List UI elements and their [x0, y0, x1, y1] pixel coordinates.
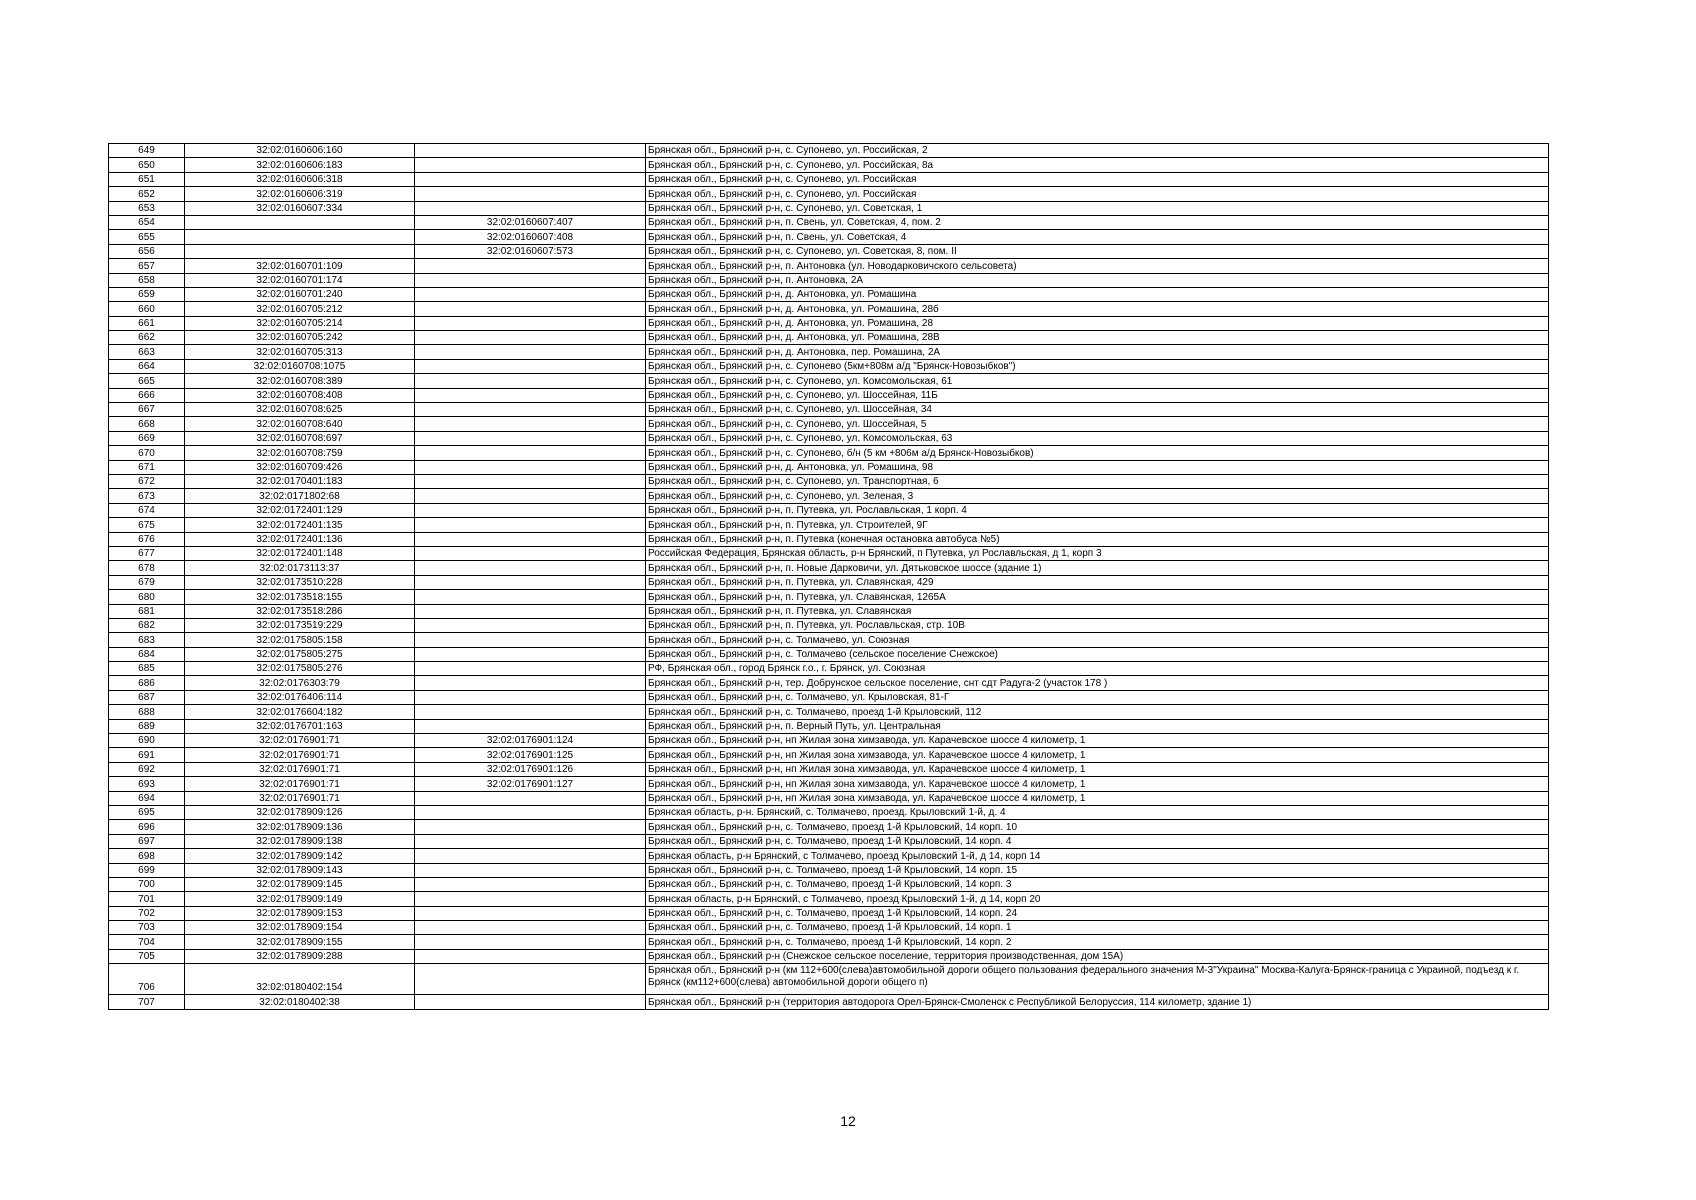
related-cadastral-number-cell	[415, 590, 646, 604]
row-number-cell: 678	[109, 561, 185, 575]
row-number-cell: 657	[109, 259, 185, 273]
address-cell: Российская Федерация, Брянская область, р-н Брянский, п Путевка, ул Рославльская, д 1, корп 3	[646, 546, 1549, 560]
address-cell: Брянская обл., Брянский р-н, тер. Добрунское сельское поселение, снт сдт Радуга-2 (участок 178 )	[646, 676, 1549, 690]
address-cell: Брянская обл., Брянский р-н, с. Толмачево, проезд 1-й Крыловский, 14 корп. 1	[646, 921, 1549, 935]
related-cadastral-number-cell	[415, 503, 646, 517]
related-cadastral-number-cell: 32:02:0160607:407	[415, 215, 646, 229]
related-cadastral-number-cell	[415, 403, 646, 417]
related-cadastral-number-cell	[415, 388, 646, 402]
row-number-cell: 661	[109, 316, 185, 330]
table-row	[109, 259, 1549, 273]
row-number-cell: 700	[109, 877, 185, 891]
table-row	[109, 921, 1549, 935]
cadastral-number-cell: 32:02:0173519:229	[185, 618, 415, 632]
address-cell: Брянская обл., Брянский р-н, с. Супонево, ул. Советская, 8, пом. II	[646, 244, 1549, 258]
address-cell: Брянская обл., Брянский р-н, с. Супонево, б/н (5 км +806м а/д Брянск-Новозыбков)	[646, 446, 1549, 460]
related-cadastral-number-cell	[415, 921, 646, 935]
related-cadastral-number-cell	[415, 489, 646, 503]
table-row	[109, 244, 1549, 258]
address-cell: Брянская обл., Брянский р-н, с. Супонево, ул. Российская	[646, 172, 1549, 186]
related-cadastral-number-cell	[415, 316, 646, 330]
cadastral-number-cell: 32:02:0178909:136	[185, 820, 415, 834]
address-cell: Брянская обл., Брянский р-н, с. Толмачево (сельское поселение Снежское)	[646, 647, 1549, 661]
cadastral-number-cell	[185, 244, 415, 258]
address-cell: Брянская обл., Брянский р-н, с. Супонево (5км+808м а/д "Брянск-Новозыбков")	[646, 359, 1549, 373]
table-row	[109, 590, 1549, 604]
related-cadastral-number-cell	[415, 331, 646, 345]
address-cell: Брянская обл., Брянский р-н, с. Толмачево, проезд 1-й Крыловский, 14 корп. 15	[646, 863, 1549, 877]
table-row	[109, 518, 1549, 532]
address-cell: Брянская обл., Брянский р-н, нп Жилая зона химзавода, ул. Карачевское шоссе 4 километр, 1	[646, 748, 1549, 762]
table-row	[109, 215, 1549, 229]
row-number-cell: 673	[109, 489, 185, 503]
table-row	[109, 388, 1549, 402]
table-row	[109, 359, 1549, 373]
row-number-cell: 662	[109, 331, 185, 345]
row-number-cell: 658	[109, 273, 185, 287]
table-row	[109, 734, 1549, 748]
related-cadastral-number-cell	[415, 647, 646, 661]
address-cell: Брянская обл., Брянский р-н, нп Жилая зона химзавода, ул. Карачевское шоссе 4 километр, 1	[646, 777, 1549, 791]
row-number-cell: 660	[109, 302, 185, 316]
cadastral-number-cell: 32:02:0160606:319	[185, 187, 415, 201]
related-cadastral-number-cell	[415, 474, 646, 488]
related-cadastral-number-cell	[415, 964, 646, 995]
row-number-cell: 707	[109, 995, 185, 1009]
address-cell: Брянская обл., Брянский р-н, п. Путевка, ул. Рославльская, стр. 10В	[646, 618, 1549, 632]
address-cell: Брянская обл., Брянский р-н, п. Путевка, ул. Рославльская, 1 корп. 4	[646, 503, 1549, 517]
table-row	[109, 964, 1549, 995]
row-number-cell: 706	[109, 964, 185, 995]
related-cadastral-number-cell	[415, 187, 646, 201]
cadastral-number-cell: 32:02:0173510:228	[185, 575, 415, 589]
cadastral-number-cell: 32:02:0178909:143	[185, 863, 415, 877]
table-row	[109, 316, 1549, 330]
address-cell: Брянская обл., Брянский р-н, д. Антоновка, ул. Ромашина, 28В	[646, 331, 1549, 345]
address-cell: Брянская обл., Брянский р-н, с. Толмачево, проезд 1-й Крыловский, 14 корп. 3	[646, 877, 1549, 891]
row-number-cell: 696	[109, 820, 185, 834]
row-number-cell: 683	[109, 633, 185, 647]
address-cell: Брянская обл., Брянский р-н (территория автодорога Орел-Брянск-Смоленск с Республикой Белоруссия, 114 километр, здание 1)	[646, 995, 1549, 1009]
cadastral-number-cell: 32:02:0172401:136	[185, 532, 415, 546]
address-cell: Брянская обл., Брянский р-н, с. Супонево, ул. Шоссейная, 5	[646, 417, 1549, 431]
related-cadastral-number-cell	[415, 273, 646, 287]
table-row	[109, 158, 1549, 172]
row-number-cell: 656	[109, 244, 185, 258]
table-row	[109, 201, 1549, 215]
registry-table-body	[109, 144, 1549, 1010]
address-cell: Брянская обл., Брянский р-н, с. Супонево, ул. Транспортная, 6	[646, 474, 1549, 488]
table-row	[109, 604, 1549, 618]
table-row	[109, 863, 1549, 877]
row-number-cell: 671	[109, 460, 185, 474]
address-cell: Брянская обл., Брянский р-н, нп Жилая зона химзавода, ул. Карачевское шоссе 4 километр, 1	[646, 762, 1549, 776]
related-cadastral-number-cell	[415, 849, 646, 863]
cadastral-number-cell: 32:02:0176901:71	[185, 777, 415, 791]
table-row	[109, 719, 1549, 733]
row-number-cell: 659	[109, 287, 185, 301]
table-row	[109, 287, 1549, 301]
address-cell: Брянская обл., Брянский р-н, нп Жилая зона химзавода, ул. Карачевское шоссе 4 километр, 1	[646, 791, 1549, 805]
address-cell: Брянская обл., Брянский р-н, нп Жилая зона химзавода, ул. Карачевское шоссе 4 километр, 1	[646, 734, 1549, 748]
cadastral-number-cell: 32:02:0175805:275	[185, 647, 415, 661]
table-row	[109, 273, 1549, 287]
cadastral-number-cell: 32:02:0176303:79	[185, 676, 415, 690]
address-cell: Брянская обл., Брянский р-н, с. Толмачево, проезд 1-й Крыловский, 14 корп. 4	[646, 834, 1549, 848]
related-cadastral-number-cell	[415, 892, 646, 906]
cadastral-number-cell: 32:02:0176901:71	[185, 791, 415, 805]
cadastral-number-cell: 32:02:0160606:318	[185, 172, 415, 186]
cadastral-number-cell: 32:02:0160606:183	[185, 158, 415, 172]
table-row	[109, 647, 1549, 661]
row-number-cell: 689	[109, 719, 185, 733]
related-cadastral-number-cell	[415, 820, 646, 834]
related-cadastral-number-cell	[415, 877, 646, 891]
related-cadastral-number-cell: 32:02:0176901:125	[415, 748, 646, 762]
row-number-cell: 676	[109, 532, 185, 546]
table-row	[109, 791, 1549, 805]
cadastral-number-cell: 32:02:0160705:212	[185, 302, 415, 316]
page-number: 12	[840, 1113, 856, 1129]
table-row	[109, 877, 1549, 891]
row-number-cell: 672	[109, 474, 185, 488]
table-row	[109, 849, 1549, 863]
row-number-cell: 705	[109, 949, 185, 963]
cadastral-number-cell: 32:02:0160708:697	[185, 431, 415, 445]
cadastral-number-cell: 32:02:0176406:114	[185, 690, 415, 704]
cadastral-number-cell: 32:02:0178909:155	[185, 935, 415, 949]
cadastral-number-cell: 32:02:0175805:158	[185, 633, 415, 647]
address-cell: Брянская обл., Брянский р-н, п. Путевка, ул. Славянская	[646, 604, 1549, 618]
registry-table	[108, 143, 1549, 1010]
table-row	[109, 662, 1549, 676]
cadastral-number-cell: 32:02:0173518:155	[185, 590, 415, 604]
row-number-cell: 699	[109, 863, 185, 877]
row-number-cell: 702	[109, 906, 185, 920]
address-cell: Брянская обл., Брянский р-н (км 112+600(слева)автомобильной дороги общего пользования федерального значения М-3"Украина" Москва-Калуга-Брянск-граница с Украиной, подъезд к г. Брянск (км112+600(слева) автомобильной дороги общего п)	[646, 964, 1549, 995]
related-cadastral-number-cell	[415, 863, 646, 877]
cadastral-number-cell: 32:02:0176901:71	[185, 734, 415, 748]
related-cadastral-number-cell: 32:02:0160607:408	[415, 230, 646, 244]
cadastral-number-cell: 32:02:0173113:37	[185, 561, 415, 575]
table-row	[109, 561, 1549, 575]
row-number-cell: 690	[109, 734, 185, 748]
related-cadastral-number-cell: 32:02:0176901:127	[415, 777, 646, 791]
row-number-cell: 652	[109, 187, 185, 201]
address-cell: Брянская обл., Брянский р-н, п. Путевка, ул. Строителей, 9Г	[646, 518, 1549, 532]
address-cell: Брянская обл., Брянский р-н, с. Толмачево, ул. Союзная	[646, 633, 1549, 647]
cadastral-number-cell: 32:02:0170401:183	[185, 474, 415, 488]
cadastral-number-cell: 32:02:0160607:334	[185, 201, 415, 215]
cadastral-number-cell: 32:02:0172401:129	[185, 503, 415, 517]
related-cadastral-number-cell	[415, 561, 646, 575]
row-number-cell: 677	[109, 546, 185, 560]
row-number-cell: 694	[109, 791, 185, 805]
related-cadastral-number-cell	[415, 935, 646, 949]
table-row	[109, 474, 1549, 488]
related-cadastral-number-cell	[415, 518, 646, 532]
row-number-cell: 701	[109, 892, 185, 906]
related-cadastral-number-cell	[415, 359, 646, 373]
row-number-cell: 670	[109, 446, 185, 460]
row-number-cell: 663	[109, 345, 185, 359]
cadastral-number-cell: 32:02:0160709:426	[185, 460, 415, 474]
row-number-cell: 679	[109, 575, 185, 589]
table-row	[109, 633, 1549, 647]
cadastral-number-cell: 32:02:0175805:276	[185, 662, 415, 676]
row-number-cell: 692	[109, 762, 185, 776]
address-cell: Брянская обл., Брянский р-н, с. Толмачево, проезд 1-й Крыловский, 14 корп. 2	[646, 935, 1549, 949]
related-cadastral-number-cell: 32:02:0176901:126	[415, 762, 646, 776]
cadastral-number-cell: 32:02:0178909:154	[185, 921, 415, 935]
address-cell: РФ, Брянская обл., город Брянск г.о., г. Брянск, ул. Союзная	[646, 662, 1549, 676]
cadastral-number-cell: 32:02:0160606:160	[185, 144, 415, 158]
cadastral-number-cell	[185, 215, 415, 229]
address-cell: Брянская обл., Брянский р-н, с. Толмачево, проезд 1-й Крыловский, 112	[646, 705, 1549, 719]
related-cadastral-number-cell	[415, 158, 646, 172]
row-number-cell: 668	[109, 417, 185, 431]
related-cadastral-number-cell: 32:02:0176901:124	[415, 734, 646, 748]
address-cell: Брянская обл., Брянский р-н, с. Супонево, ул. Российская	[646, 187, 1549, 201]
address-cell: Брянская обл., Брянский р-н, д. Антоновка, ул. Ромашина, 28б	[646, 302, 1549, 316]
related-cadastral-number-cell	[415, 259, 646, 273]
row-number-cell: 703	[109, 921, 185, 935]
cadastral-number-cell: 32:02:0172401:135	[185, 518, 415, 532]
related-cadastral-number-cell	[415, 995, 646, 1009]
row-number-cell: 691	[109, 748, 185, 762]
related-cadastral-number-cell	[415, 805, 646, 819]
table-row	[109, 748, 1549, 762]
row-number-cell: 669	[109, 431, 185, 445]
related-cadastral-number-cell	[415, 633, 646, 647]
row-number-cell: 693	[109, 777, 185, 791]
address-cell: Брянская обл., Брянский р-н, с. Толмачево, проезд 1-й Крыловский, 14 корп. 24	[646, 906, 1549, 920]
table-row	[109, 949, 1549, 963]
cadastral-number-cell: 32:02:0178909:145	[185, 877, 415, 891]
row-number-cell: 675	[109, 518, 185, 532]
table-row	[109, 935, 1549, 949]
related-cadastral-number-cell	[415, 431, 646, 445]
cadastral-number-cell: 32:02:0160708:408	[185, 388, 415, 402]
address-cell: Брянская обл., Брянский р-н, п. Антоновка (ул. Новодарковичского сельсовета)	[646, 259, 1549, 273]
related-cadastral-number-cell	[415, 575, 646, 589]
cadastral-number-cell: 32:02:0160708:625	[185, 403, 415, 417]
cadastral-number-cell: 32:02:0178909:153	[185, 906, 415, 920]
related-cadastral-number-cell	[415, 446, 646, 460]
table-row	[109, 690, 1549, 704]
row-number-cell: 688	[109, 705, 185, 719]
related-cadastral-number-cell: 32:02:0160607:573	[415, 244, 646, 258]
cadastral-number-cell: 32:02:0178909:138	[185, 834, 415, 848]
table-row	[109, 820, 1549, 834]
table-row	[109, 331, 1549, 345]
cadastral-number-cell: 32:02:0160701:174	[185, 273, 415, 287]
table-row	[109, 906, 1549, 920]
address-cell: Брянская обл., Брянский р-н, д. Антоновка, пер. Ромашина, 2А	[646, 345, 1549, 359]
row-number-cell: 655	[109, 230, 185, 244]
related-cadastral-number-cell	[415, 374, 646, 388]
row-number-cell: 654	[109, 215, 185, 229]
related-cadastral-number-cell	[415, 834, 646, 848]
address-cell: Брянская обл., Брянский р-н, п. Путевка, ул. Славянская, 1265А	[646, 590, 1549, 604]
table-row	[109, 144, 1549, 158]
row-number-cell: 685	[109, 662, 185, 676]
related-cadastral-number-cell	[415, 532, 646, 546]
address-cell: Брянская обл., Брянский р-н, с. Супонево, ул. Шоссейная, 11Б	[646, 388, 1549, 402]
cadastral-number-cell: 32:02:0160708:389	[185, 374, 415, 388]
table-row	[109, 834, 1549, 848]
related-cadastral-number-cell	[415, 690, 646, 704]
table-row	[109, 503, 1549, 517]
table-row	[109, 446, 1549, 460]
cadastral-number-cell: 32:02:0176701:163	[185, 719, 415, 733]
cadastral-number-cell: 32:02:0160701:109	[185, 259, 415, 273]
table-row	[109, 230, 1549, 244]
address-cell: Брянская обл., Брянский р-н, п. Верный Путь, ул. Центральная	[646, 719, 1549, 733]
address-cell: Брянская обл., Брянский р-н, с. Супонево, ул. Российская, 8а	[646, 158, 1549, 172]
cadastral-number-cell: 32:02:0160708:640	[185, 417, 415, 431]
cadastral-number-cell: 32:02:0178909:149	[185, 892, 415, 906]
address-cell: Брянская обл., Брянский р-н, с. Супонево, ул. Зеленая, 3	[646, 489, 1549, 503]
row-number-cell: 667	[109, 403, 185, 417]
table-row	[109, 532, 1549, 546]
address-cell: Брянская обл., Брянский р-н, с. Толмачево, проезд 1-й Крыловский, 14 корп. 10	[646, 820, 1549, 834]
related-cadastral-number-cell	[415, 345, 646, 359]
table-row	[109, 187, 1549, 201]
table-row	[109, 172, 1549, 186]
cadastral-number-cell: 32:02:0180402:38	[185, 995, 415, 1009]
related-cadastral-number-cell	[415, 460, 646, 474]
row-number-cell: 697	[109, 834, 185, 848]
address-cell: Брянская обл., Брянский р-н, с. Супонево, ул. Советская, 1	[646, 201, 1549, 215]
cadastral-number-cell: 32:02:0172401:148	[185, 546, 415, 560]
row-number-cell: 651	[109, 172, 185, 186]
address-cell: Брянская обл., Брянский р-н, с. Супонево, ул. Комсомольская, 61	[646, 374, 1549, 388]
address-cell: Брянская обл., Брянский р-н, п. Путевка, ул. Славянская, 429	[646, 575, 1549, 589]
address-cell: Брянская обл., Брянский р-н, п. Новые Дарковичи, ул. Дятьковское шоссе (здание 1)	[646, 561, 1549, 575]
cadastral-number-cell: 32:02:0180402:154	[185, 964, 415, 995]
row-number-cell: 664	[109, 359, 185, 373]
address-cell: Брянская обл., Брянский р-н, п. Свень, ул. Советская, 4	[646, 230, 1549, 244]
table-row	[109, 374, 1549, 388]
table-row	[109, 302, 1549, 316]
table-row	[109, 618, 1549, 632]
cadastral-number-cell: 32:02:0160705:242	[185, 331, 415, 345]
address-cell: Брянская обл., Брянский р-н, п. Путевка (конечная остановка автобуса №5)	[646, 532, 1549, 546]
table-row	[109, 805, 1549, 819]
row-number-cell: 680	[109, 590, 185, 604]
related-cadastral-number-cell	[415, 949, 646, 963]
table-row	[109, 762, 1549, 776]
cadastral-number-cell: 32:02:0178909:288	[185, 949, 415, 963]
cadastral-number-cell: 32:02:0160701:240	[185, 287, 415, 301]
address-cell: Брянская обл., Брянский р-н, д. Антоновка, ул. Ромашина, 28	[646, 316, 1549, 330]
table-row	[109, 575, 1549, 589]
cadastral-number-cell: 32:02:0171802:68	[185, 489, 415, 503]
related-cadastral-number-cell	[415, 172, 646, 186]
related-cadastral-number-cell	[415, 662, 646, 676]
address-cell: Брянская обл., Брянский р-н, с. Толмачево, ул. Крыловская, 81-Г	[646, 690, 1549, 704]
table-row	[109, 345, 1549, 359]
cadastral-number-cell	[185, 230, 415, 244]
row-number-cell: 695	[109, 805, 185, 819]
row-number-cell: 649	[109, 144, 185, 158]
address-cell: Брянская обл., Брянский р-н, п. Антоновка, 2А	[646, 273, 1549, 287]
related-cadastral-number-cell	[415, 676, 646, 690]
row-number-cell: 653	[109, 201, 185, 215]
cadastral-number-cell: 32:02:0176901:71	[185, 748, 415, 762]
table-row	[109, 431, 1549, 445]
row-number-cell: 704	[109, 935, 185, 949]
related-cadastral-number-cell	[415, 144, 646, 158]
table-row	[109, 546, 1549, 560]
related-cadastral-number-cell	[415, 906, 646, 920]
row-number-cell: 665	[109, 374, 185, 388]
cadastral-number-cell: 32:02:0160705:214	[185, 316, 415, 330]
related-cadastral-number-cell	[415, 618, 646, 632]
table-row	[109, 403, 1549, 417]
cadastral-number-cell: 32:02:0160708:1075	[185, 359, 415, 373]
related-cadastral-number-cell	[415, 705, 646, 719]
table-row	[109, 892, 1549, 906]
related-cadastral-number-cell	[415, 604, 646, 618]
row-number-cell: 698	[109, 849, 185, 863]
cadastral-number-cell: 32:02:0173518:286	[185, 604, 415, 618]
table-row	[109, 705, 1549, 719]
address-cell: Брянская область, р-н Брянский, с Толмачево, проезд Крыловский 1-й, д 14, корп 20	[646, 892, 1549, 906]
row-number-cell: 681	[109, 604, 185, 618]
related-cadastral-number-cell	[415, 791, 646, 805]
cadastral-number-cell: 32:02:0176901:71	[185, 762, 415, 776]
row-number-cell: 674	[109, 503, 185, 517]
row-number-cell: 650	[109, 158, 185, 172]
table-row	[109, 995, 1549, 1009]
row-number-cell: 684	[109, 647, 185, 661]
row-number-cell: 666	[109, 388, 185, 402]
related-cadastral-number-cell	[415, 417, 646, 431]
address-cell: Брянская обл., Брянский р-н, д. Антоновка, ул. Ромашина	[646, 287, 1549, 301]
address-cell: Брянская область, р-н. Брянский, с. Толмачево, проезд. Крыловский 1-й, д. 4	[646, 805, 1549, 819]
row-number-cell: 682	[109, 618, 185, 632]
related-cadastral-number-cell	[415, 287, 646, 301]
address-cell: Брянская обл., Брянский р-н, с. Супонево, ул. Российская, 2	[646, 144, 1549, 158]
address-cell: Брянская обл., Брянский р-н, с. Супонево, ул. Шоссейная, 34	[646, 403, 1549, 417]
cadastral-number-cell: 32:02:0178909:126	[185, 805, 415, 819]
cadastral-number-cell: 32:02:0178909:142	[185, 849, 415, 863]
table-row	[109, 417, 1549, 431]
table-row	[109, 777, 1549, 791]
cadastral-number-cell: 32:02:0160705:313	[185, 345, 415, 359]
related-cadastral-number-cell	[415, 201, 646, 215]
address-cell: Брянская обл., Брянский р-н, п. Свень, ул. Советская, 4, пом. 2	[646, 215, 1549, 229]
address-cell: Брянская область, р-н Брянский, с Толмачево, проезд Крыловский 1-й, д 14, корп 14	[646, 849, 1549, 863]
address-cell: Брянская обл., Брянский р-н, с. Супонево, ул. Комсомольская, 63	[646, 431, 1549, 445]
table-row	[109, 676, 1549, 690]
row-number-cell: 686	[109, 676, 185, 690]
table-row	[109, 489, 1549, 503]
cadastral-number-cell: 32:02:0176604:182	[185, 705, 415, 719]
cadastral-number-cell: 32:02:0160708:759	[185, 446, 415, 460]
table-row	[109, 460, 1549, 474]
related-cadastral-number-cell	[415, 719, 646, 733]
address-cell: Брянская обл., Брянский р-н, д. Антоновка, ул. Ромашина, 98	[646, 460, 1549, 474]
related-cadastral-number-cell	[415, 302, 646, 316]
address-cell: Брянская обл., Брянский р-н (Снежское сельское поселение, территория производственная, дом 15А)	[646, 949, 1549, 963]
row-number-cell: 687	[109, 690, 185, 704]
related-cadastral-number-cell	[415, 546, 646, 560]
